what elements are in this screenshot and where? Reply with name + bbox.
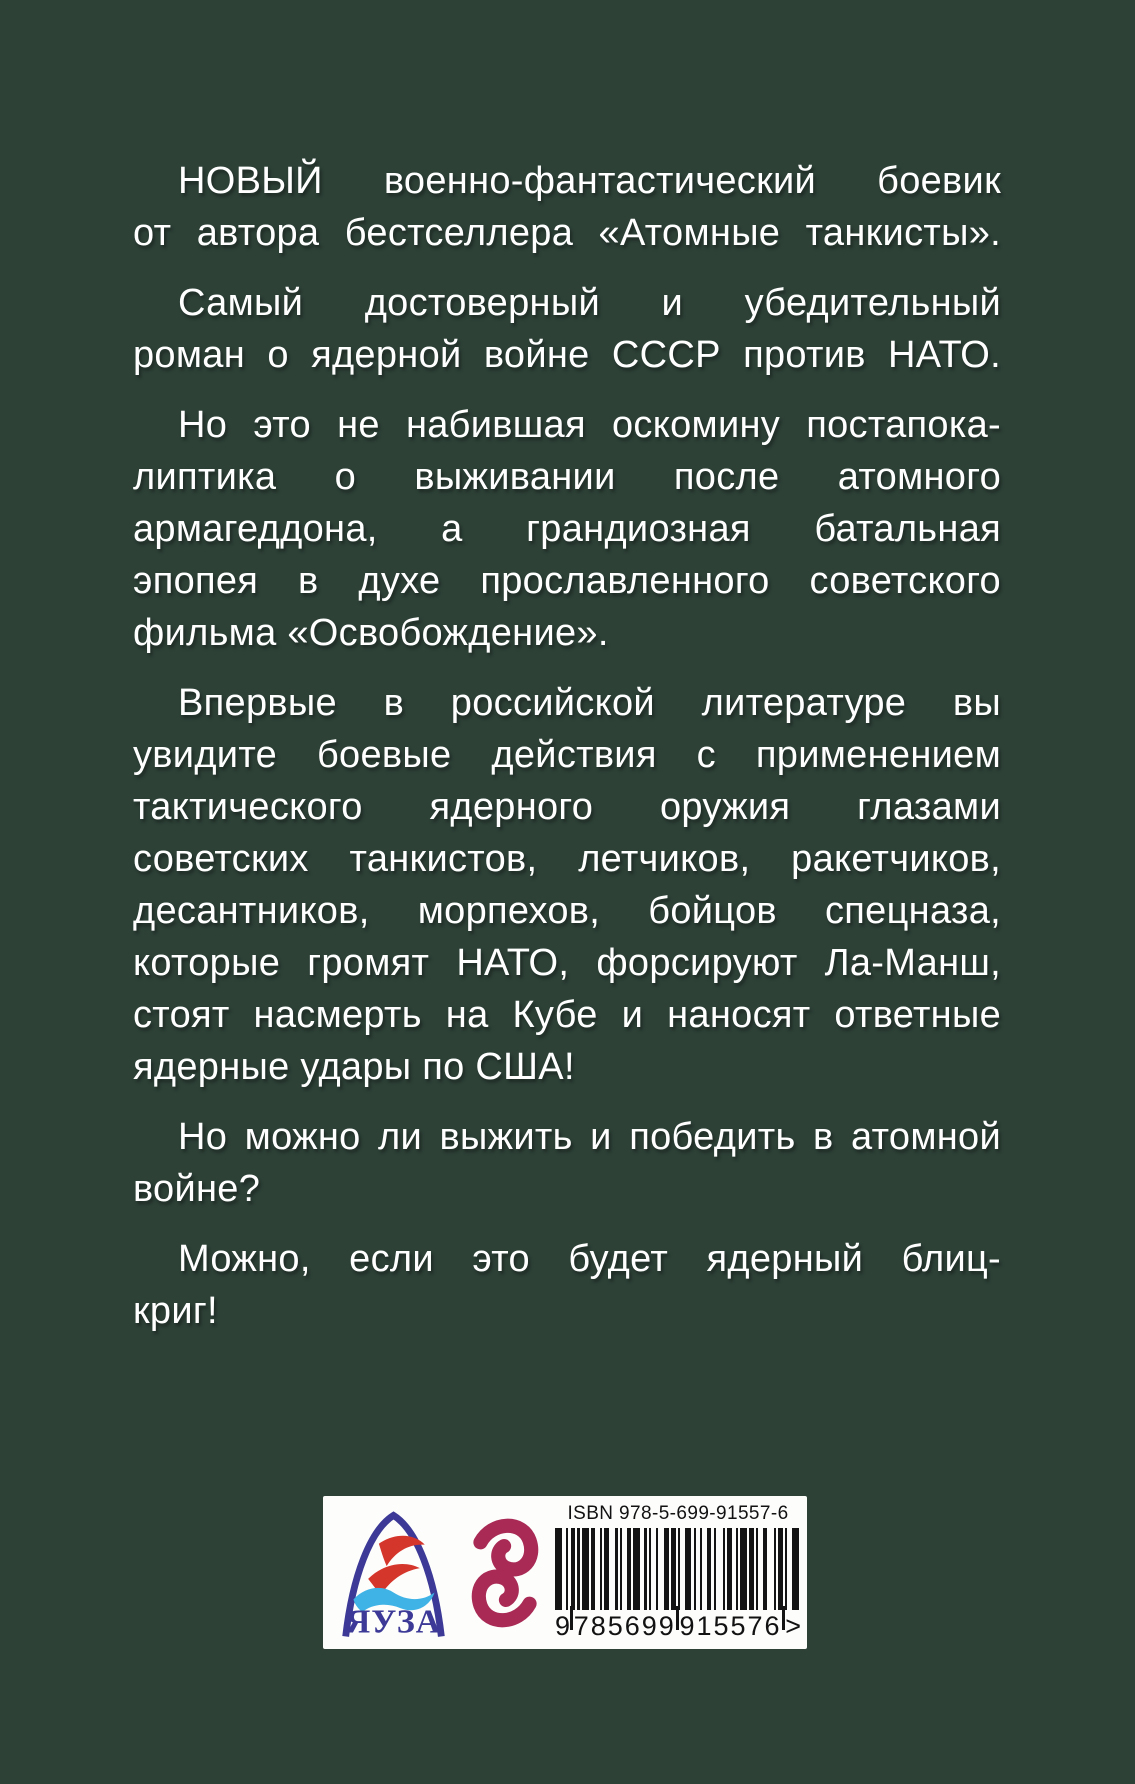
- blurb-line: фильма «Освобождение».: [133, 612, 609, 654]
- publisher-barcode-box: [323, 1496, 807, 1649]
- blurb-line: Но это не набившая оскомину постапока-: [178, 404, 1001, 446]
- paragraph: [133, 277, 1001, 381]
- blurb-line: эпопея в духе прославленного советского: [133, 560, 1001, 602]
- barcode-bars: [555, 1528, 801, 1610]
- blurb-line: Самый достоверный и убедительный: [178, 282, 1001, 324]
- blurb-line: войне?: [133, 1168, 261, 1210]
- paragraph: [133, 399, 1001, 659]
- eksmo-swirl-top: [480, 1525, 531, 1569]
- paragraph: [133, 155, 1001, 259]
- blurb-text: [133, 155, 1001, 1337]
- blurb-line: роман о ядерной войне СССР против НАТО.: [133, 334, 1001, 376]
- isbn-text: ISBN 978-5-699-91557-6: [567, 1503, 789, 1524]
- paragraph: [133, 1111, 1001, 1215]
- eksmo-logo: [467, 1514, 543, 1632]
- yauza-logo: [333, 1506, 455, 1639]
- blurb-line: советских танкистов, летчиков, ракетчиков,: [133, 838, 1001, 880]
- barcode-group2: 915576: [679, 1611, 782, 1641]
- blurb-line: Но можно ли выжить и победить в атомной: [178, 1116, 1001, 1158]
- blurb-line: увидите боевые действия с применением: [133, 734, 1001, 776]
- barcode: [555, 1503, 801, 1642]
- barcode-group1: 785699: [573, 1611, 676, 1641]
- yauza-wordmark: ЯУЗА: [345, 1603, 442, 1639]
- barcode-lead-digit: 9: [555, 1611, 571, 1641]
- paragraph: [133, 677, 1001, 1093]
- blurb-line: НОВЫЙ военно-фантастический боевик: [178, 160, 1001, 202]
- blurb-line: Впервые в российской литературе вы: [178, 682, 1001, 724]
- paragraph: [133, 1233, 1001, 1337]
- blurb-line: ядерные удары по США!: [133, 1046, 575, 1088]
- barcode-digits: [555, 1610, 801, 1640]
- blurb-line: липтика о выживании после атомного: [133, 456, 1001, 498]
- blurb-line: криг!: [133, 1290, 218, 1332]
- barcode-suffix: >: [785, 1611, 801, 1641]
- blurb-line: Можно, если это будет ядерный блиц-: [178, 1238, 1001, 1280]
- blurb-line: десантников, морпехов, бойцов спецназа,: [133, 890, 1001, 932]
- blurb-line: от автора бестселлера «Атомные танкисты».: [133, 212, 1001, 254]
- blurb-line: стоят насмерть на Кубе и наносят ответные: [133, 994, 1001, 1036]
- blurb-line: тактического ядерного оружия глазами: [133, 786, 1001, 828]
- blurb-line: которые громят НАТО, форсируют Ла-Манш,: [133, 942, 1001, 984]
- blurb-line: армагеддона, а грандиозная батальная: [133, 508, 1001, 550]
- eksmo-swirl-bottom: [479, 1576, 530, 1620]
